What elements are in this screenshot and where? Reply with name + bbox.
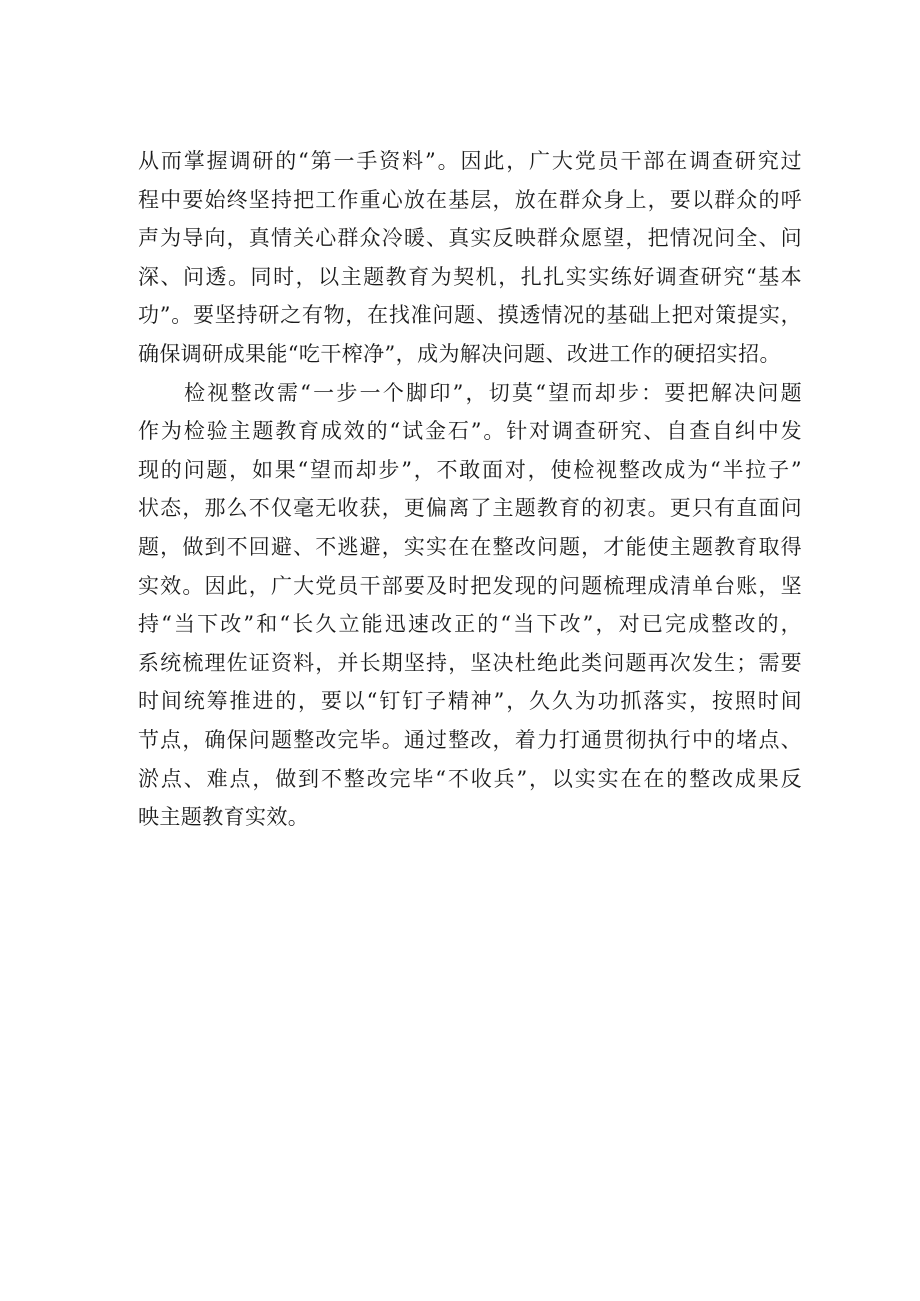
paragraph-line: 检视整改需“一步一个脚印”，切莫“望而却步：要把解决问题 (184, 380, 802, 405)
paragraph-line: 时间统筹推进的，要以“钉钉子精神”，久久为功抓落实，按照时间 (138, 689, 802, 714)
paragraph-line: 现的问题，如果“望而却步”，不敢面对，使检视整改成为“半拉子” (138, 457, 802, 482)
paragraph-line: 功”。要坚持研之有物，在找准问题、摸透情况的基础上把对策提实， (138, 303, 802, 328)
paragraph-line: 声为导向，真情关心群众冷暖、真实反映群众愿望，把情况问全、问 (138, 226, 802, 251)
paragraph-2 (138, 374, 802, 837)
paragraph-line: 从而掌握调研的“第一手资料”。因此，广大党员干部在调查研究过 (138, 149, 802, 173)
paragraph-line: 程中要始终坚持把工作重心放在基层，放在群众身上，要以群众的呼 (138, 187, 802, 212)
paragraph-line: 确保调研成果能“吃干榨净”，成为解决问题、改进工作的硬招实招。 (138, 341, 781, 366)
paragraph-line: 实效。因此，广大党员干部要及时把发现的问题梳理成清单台账，坚 (138, 573, 802, 598)
paragraph-line: 节点，确保问题整改完毕。通过整改，着力打通贯彻执行中的堵点、 (138, 727, 802, 752)
paragraph-line: 淤点、难点，做到不整改完毕“不收兵”，以实实在在的整改成果反 (138, 766, 802, 791)
paragraph-line: 系统梳理佐证资料，并长期坚持，坚决杜绝此类问题再次发生；需要 (138, 650, 802, 675)
paragraph-line: 作为检验主题教育成效的“试金石”。针对调查研究、自查自纠中发 (138, 419, 802, 444)
paragraph-line: 持“当下改”和“长久立能迅速改正的“当下改”，对已完成整改的， (138, 612, 802, 637)
document-body (138, 142, 802, 837)
paragraph-line: 题，做到不回避、不逃避，实实在在整改问题，才能使主题教育取得 (138, 534, 802, 559)
paragraph-line: 深、问透。同时，以主题教育为契机，扎扎实实练好调查研究“基本 (138, 264, 802, 289)
paragraph-line: 状态，那么不仅毫无收获，更偏离了主题教育的初衷。更只有直面问 (138, 496, 802, 521)
paragraph-1 (138, 142, 802, 374)
paragraph-line: 映主题教育实效。 (138, 805, 310, 830)
